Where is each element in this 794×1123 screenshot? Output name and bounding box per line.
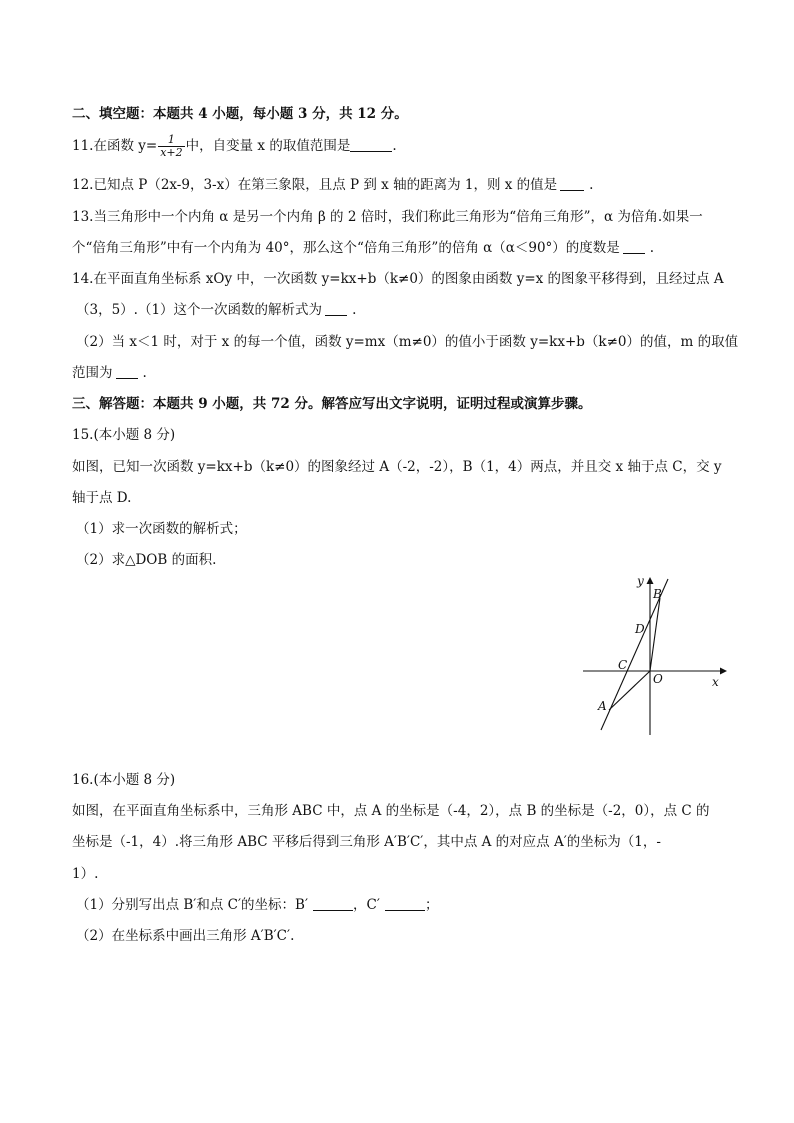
question-15-line-2: 轴于点 D.	[72, 490, 132, 506]
q11-text-before: 11.在函数 y=	[72, 138, 158, 154]
question-15-line-1: 如图，已知一次函数 y=kx+b（k≠0）的图象经过 A（-2，-2），B（1，4）两点，并且交 x 轴于点 C，交 y	[72, 459, 722, 475]
question-15-part-2: （2）求△DOB 的面积.	[76, 552, 217, 568]
q11-fraction-numerator: 1	[158, 134, 184, 147]
y-axis-arrow	[647, 577, 654, 584]
q13-answer-blank[interactable]	[623, 239, 645, 254]
q12-period: .	[589, 177, 594, 193]
label-o: O	[653, 672, 663, 686]
q11-answer-blank[interactable]	[350, 137, 392, 152]
q14-part1-period: .	[352, 302, 357, 318]
q16-part1-semicolon: ；	[424, 897, 439, 913]
label-y: y	[637, 574, 644, 588]
question-14-line-1: 14.在平面直角坐标系 xOy 中，一次函数 y=kx+b（k≠0）的图象由函数 y=x 的图象平移得到，且经过点 A	[72, 271, 724, 287]
label-c: C	[618, 658, 628, 672]
question-12	[72, 175, 722, 195]
section-2-heading: 二、填空题：本题共 4 小题，每小题 3 分，共 12 分。	[72, 106, 408, 122]
question-14-line-4	[72, 363, 722, 383]
section-3-heading: 三、解答题：本题共 9 小题，共 72 分。解答应写出文字说明，证明过程或演算步骤。	[72, 396, 592, 412]
q16-part1-text-b: （1）分别写出点 B′和点 C′的坐标：B′	[76, 897, 309, 913]
q12-answer-blank[interactable]	[560, 176, 584, 191]
q16-part1-text-c: ，C′	[353, 897, 380, 913]
q11-fraction-denominator: x+2	[160, 146, 183, 159]
q14-part1-answer-blank[interactable]	[325, 301, 347, 316]
q14-part1-text: （3，5）.（1）这个一次函数的解析式为	[76, 302, 323, 318]
q13-period: .	[649, 240, 655, 256]
q16-c-prime-answer-blank[interactable]	[385, 896, 425, 911]
q11-fraction	[158, 134, 184, 159]
question-16-title: 16.(本小题 8 分)	[72, 772, 176, 788]
question-14-line-2	[76, 300, 726, 320]
question-15-title: 15.(本小题 8 分)	[72, 427, 176, 443]
q14-part2-text: 范围为	[72, 365, 113, 381]
label-a: A	[598, 699, 607, 713]
q11-text-after: 中，自变量 x 的取值范围是	[185, 138, 351, 154]
question-16-line-3: 1）.	[72, 866, 99, 882]
label-d: D	[635, 622, 645, 636]
label-b: B	[653, 587, 662, 601]
question-14-line-3: （2）当 x＜1 时，对于 x 的每一个值，函数 y=mx（m≠0）的值小于函数 y=kx+b（k≠0）的值，m 的取值	[76, 334, 739, 350]
question-11	[72, 134, 722, 159]
question-15-figure	[575, 570, 735, 740]
q13-text: 个“倍角三角形”中有一个内角为 40°，那么这个“倍角三角形”的倍角 α（α＜90°）的度数是	[72, 240, 620, 256]
question-16-part-1	[76, 895, 726, 915]
question-15-part-1: （1）求一次函数的解析式；	[76, 521, 247, 537]
x-axis-arrow	[720, 668, 727, 675]
q14-part2-answer-blank[interactable]	[116, 364, 138, 379]
question-13-line-2	[72, 238, 722, 258]
q14-part2-period: .	[142, 365, 147, 381]
question-16-part-2: （2）在坐标系中画出三角形 A′B′C′.	[76, 928, 295, 944]
q16-b-prime-answer-blank[interactable]	[313, 896, 353, 911]
segment-ao	[609, 671, 650, 710]
label-x: x	[712, 675, 719, 689]
question-13-line-1: 13.当三角形中一个内角 α 是另一个内角 β 的 2 倍时，我们称此三角形为“倍角三角形”，α 为倍角.如果一	[72, 209, 703, 225]
q11-period: .	[392, 138, 397, 154]
question-16-line-2: 坐标是（-1，4）.将三角形 ABC 平移后得到三角形 A′B′C′，其中点 A 的对应点 A′的坐标为（1，-	[72, 834, 661, 850]
q12-text: 12.已知点 P（2x-9，3-x）在第三象限，且点 P 到 x 轴的距离为 1，则 x 的值是	[72, 177, 558, 193]
question-16-line-1: 如图，在平面直角坐标系中，三角形 ABC 中，点 A 的坐标是（-4，2），点 B 的坐标是（-2，0），点 C 的	[72, 803, 710, 819]
